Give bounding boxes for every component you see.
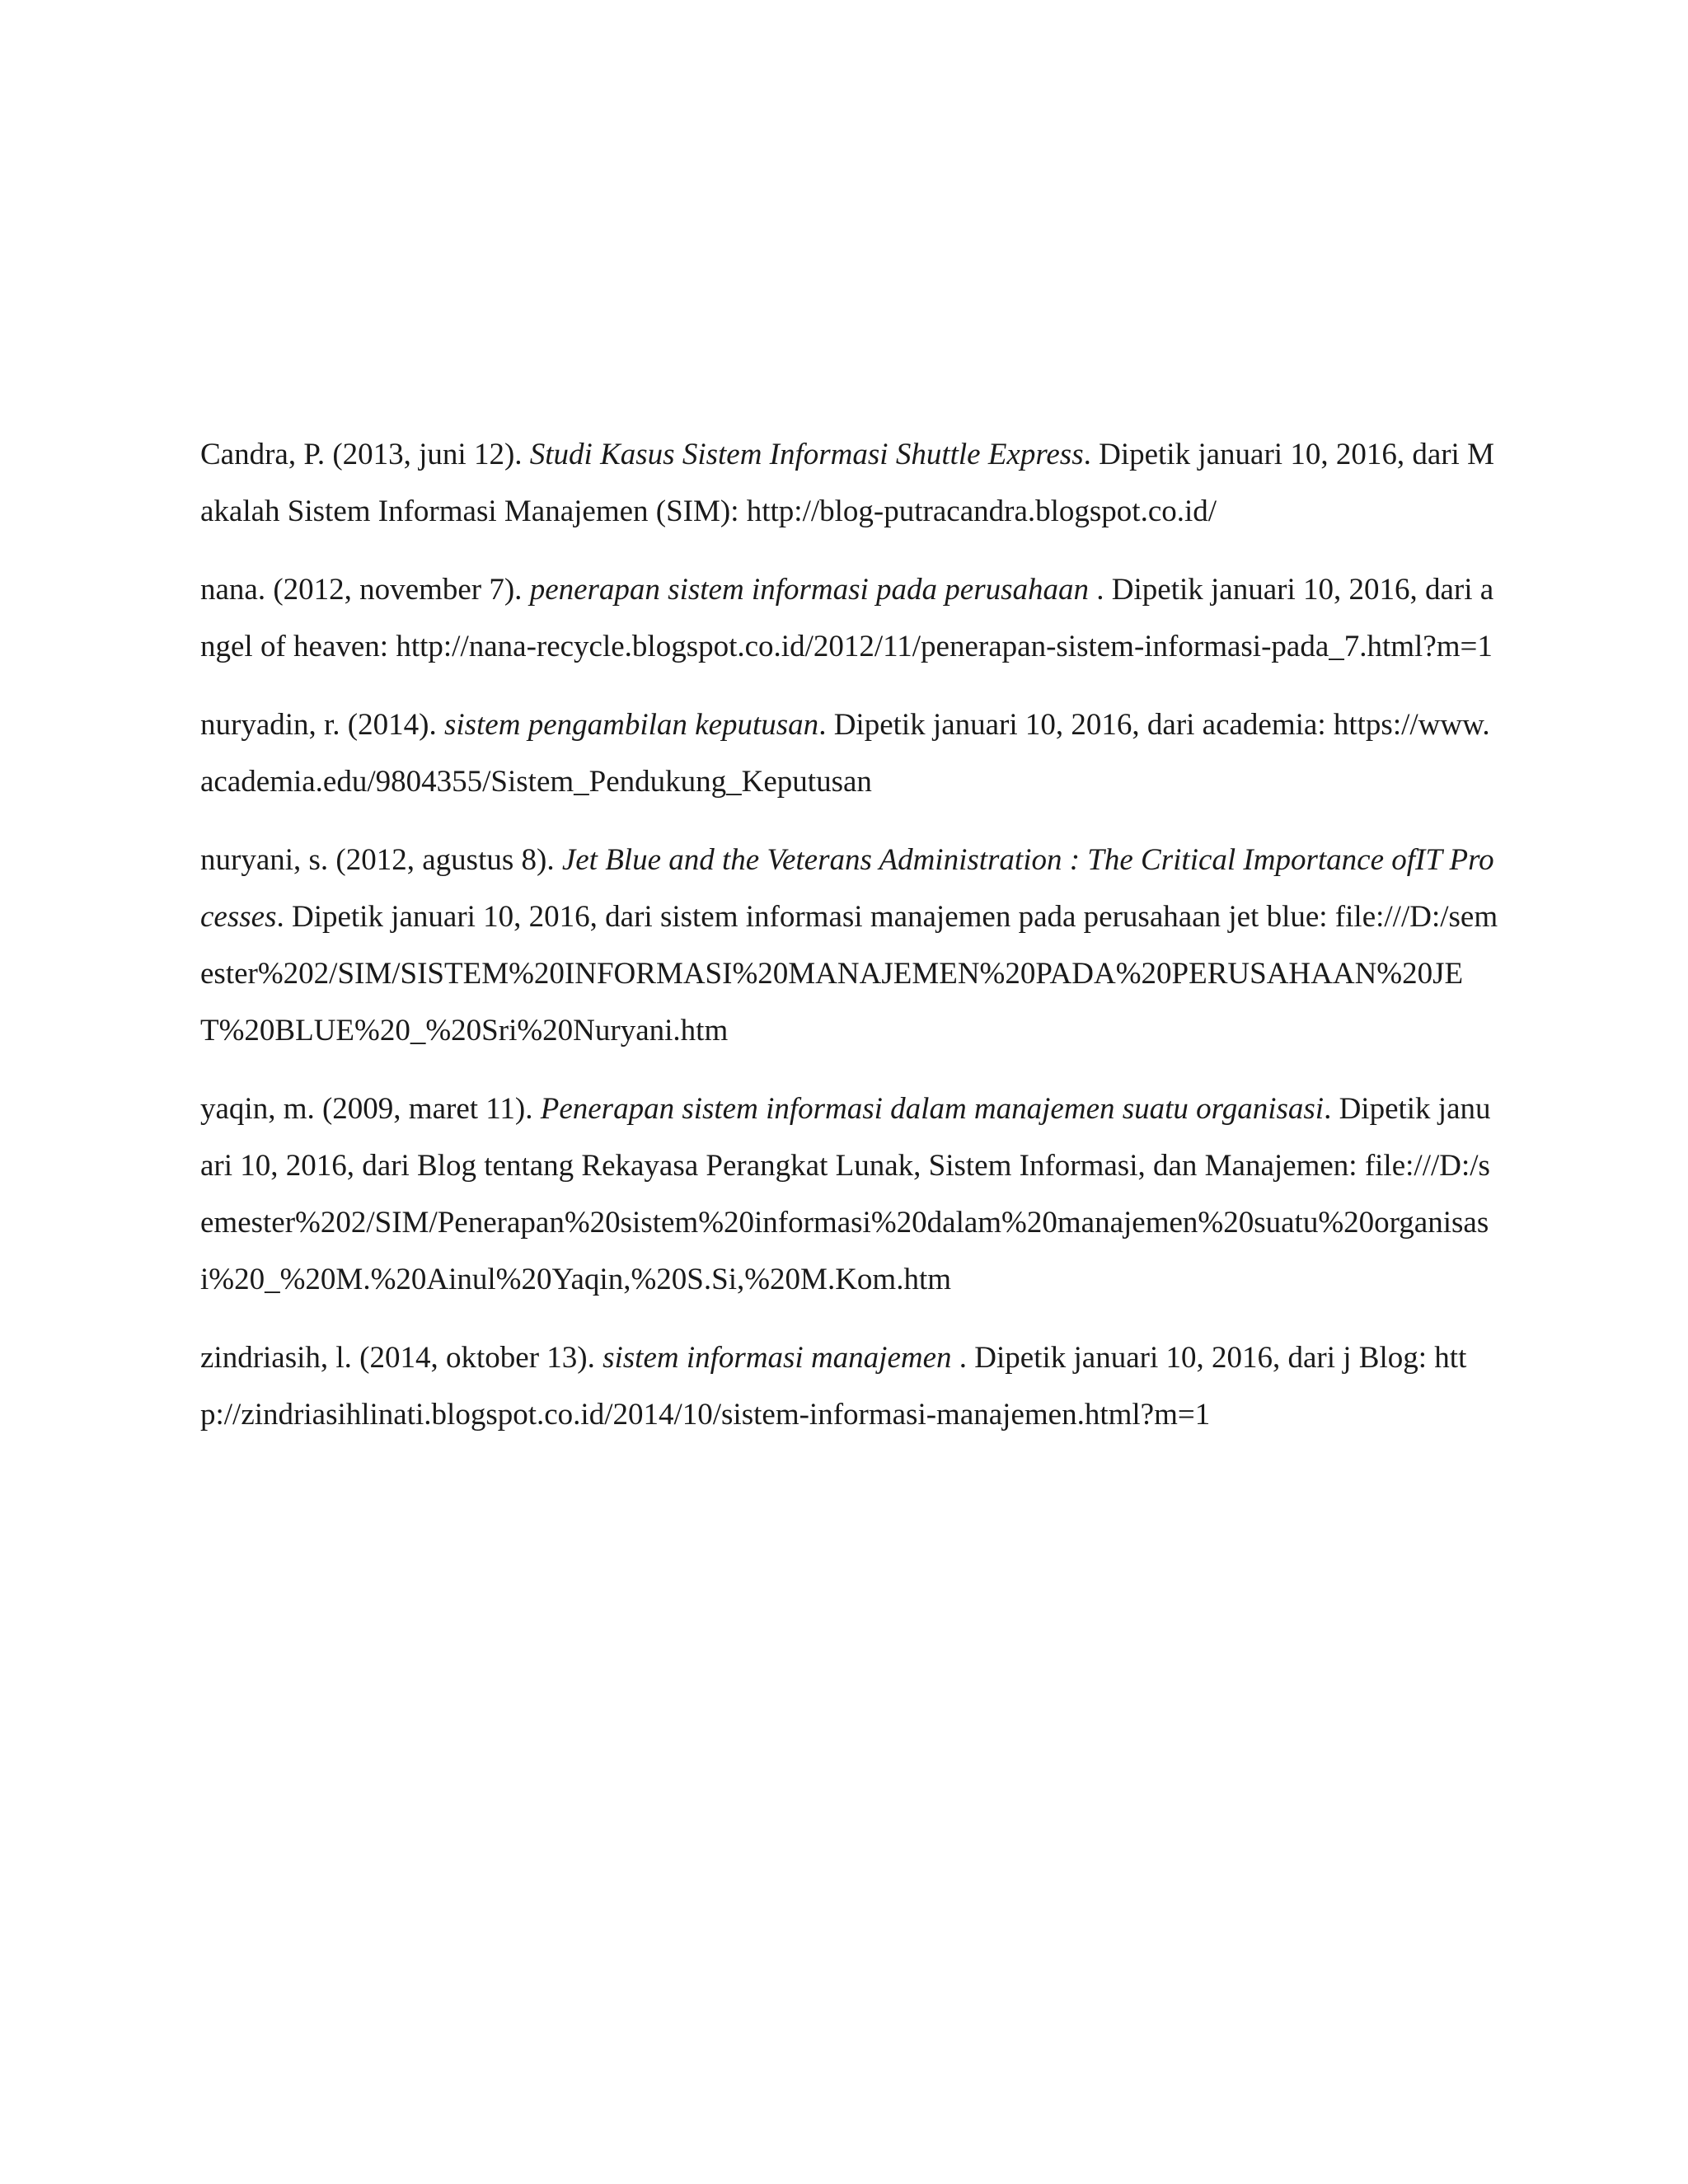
reference-entry xyxy=(200,1329,1503,1443)
reference-entry xyxy=(200,696,1503,810)
reference-entry xyxy=(200,1080,1503,1308)
reference-details: . Dipetik januari 10, 2016, dari angel of heaven: http://nana-recycle.blogspot.co.id/2012/11/penerapan-sistem-informasi-pada_7.html?m=1 xyxy=(200,573,1494,663)
reference-author: nuryani, s. (2012, agustus 8). xyxy=(200,843,562,877)
reference-author: nana. (2012, november 7). xyxy=(200,573,530,607)
reference-author: yaqin, m. (2009, maret 11). xyxy=(200,1092,541,1126)
reference-title: penerapan sistem informasi pada perusahaan xyxy=(529,573,1090,607)
reference-details: . Dipetik januari 10, 2016, dari j Blog: http://zindriasihlinati.blogspot.co.id/2014/10/sistem-informasi-manajemen.html?m=1 xyxy=(200,1341,1467,1432)
reference-author: nuryadin, r. (2014). xyxy=(200,708,444,742)
reference-details: . Dipetik januari 10, 2016, dari academia: https://www.academia.edu/9804355/Sistem_Pendukung_Keputusan xyxy=(200,708,1490,799)
reference-entry xyxy=(200,426,1503,540)
reference-list xyxy=(200,426,1503,1465)
reference-title: sistem informasi manajemen xyxy=(603,1341,952,1375)
reference-details: . Dipetik januari 10, 2016, dari Makalah Sistem Informasi Manajemen (SIM): http://blog-putracandra.blogspot.co.id/ xyxy=(200,438,1494,528)
reference-title: Studi Kasus Sistem Informasi Shuttle Express xyxy=(529,438,1084,471)
reference-details: . Dipetik januari 10, 2016, dari Blog tentang Rekayasa Perangkat Lunak, Sistem Informasi, dan Manajemen: file:///D:/semester%202/SIM/Penerapan%20sistem%20informasi%20dalam%20manajemen%20suatu%20organisasi%20_%20M.%20Ainul%20Yaqin,%20S.Si,%20M.Kom.htm xyxy=(200,1092,1491,1296)
reference-entry xyxy=(200,561,1503,675)
reference-details: . Dipetik januari 10, 2016, dari sistem informasi manajemen pada perusahaan jet blue: file:///D:/semester%202/SIM/SISTEM%20INFORMASI%20MANAJEMEN%20PADA%20PERUSAHAAN%20JET%20BLUE%20_%20Sri%20Nuryani.htm xyxy=(200,900,1498,1047)
reference-author: Candra, P. (2013, juni 12). xyxy=(200,438,530,471)
reference-title: Penerapan sistem informasi dalam manajemen suatu organisasi xyxy=(540,1092,1325,1126)
reference-title: sistem pengambilan keputusan xyxy=(443,708,819,742)
reference-title: Jet Blue and the Veterans Administration : The Critical Importance ofIT Processes xyxy=(200,843,1494,934)
reference-entry xyxy=(200,832,1503,1059)
reference-author: zindriasih, l. (2014, oktober 13). xyxy=(200,1341,603,1375)
